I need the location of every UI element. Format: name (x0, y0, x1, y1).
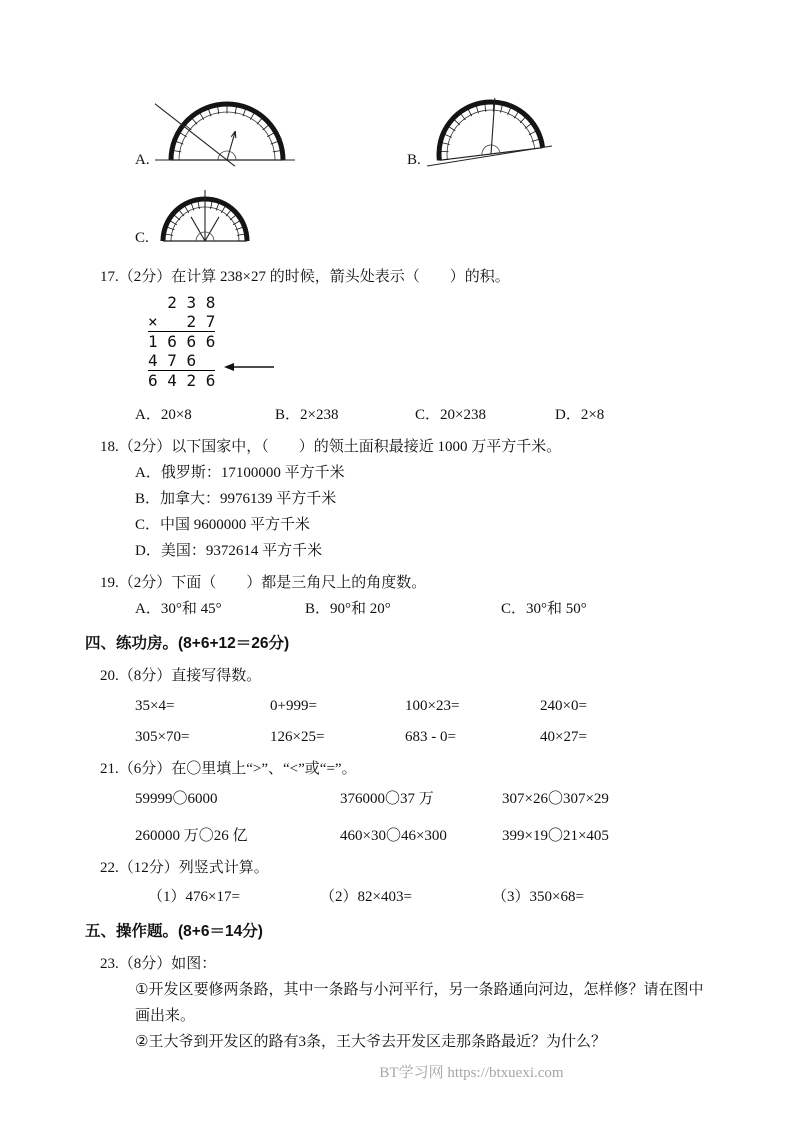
q21-problem: 260000 万〇26 亿 (135, 828, 248, 844)
q23-subquestion-1: ①开发区要修两条路，其中一条路与小河平行，另一条路通向河边，怎样修？请在图中画出来。 (135, 982, 704, 1024)
q18-option-b: B．加拿大：9976139 平方千米 (135, 491, 337, 507)
protractor-figures-row (135, 88, 743, 170)
option-b-label: B. (407, 152, 421, 168)
q22-problem-3: （3）350×68= (492, 889, 584, 905)
q22-problem-1: （1）476×17= (148, 889, 240, 905)
section-5-heading: 五、操作题。(8+6＝14分) (85, 923, 263, 940)
question-21-text: 21.（6分）在〇里填上“>”、“<”或“=”。 (100, 761, 357, 777)
protractor-b-image (427, 88, 552, 170)
question-18-text: 18.（2分）以下国家中，（ ）的领土面积最接近 1000 万平方千米。 (100, 439, 562, 455)
question-20-problems (135, 693, 743, 750)
q18-option-a: A．俄罗斯：17100000 平方千米 (135, 465, 345, 481)
question-20-text: 20.（8分）直接写得数。 (100, 668, 262, 684)
protractor-option-c (135, 184, 743, 248)
q20-problem: 683 - 0= (405, 729, 456, 745)
q22-problem-2: （2）82×403= (320, 889, 412, 905)
q20-problem: 240×0= (540, 698, 587, 714)
q20-problem: 100×23= (405, 698, 460, 714)
question-17-text: 17.（2分）在计算 238×27 的时候，箭头处表示（ ）的积。 (100, 269, 510, 285)
question-22-text: 22.（12分）列竖式计算。 (100, 860, 269, 876)
option-a-label: A. (135, 152, 150, 168)
protractor-option-b (407, 88, 552, 170)
q20-problem: 126×25= (270, 729, 325, 745)
calc-partial-product-2: 4 7 6 (148, 351, 215, 371)
q21-problem: 59999〇6000 (135, 791, 218, 807)
q20-problem: 40×27= (540, 729, 587, 745)
question-19-text: 19.（2分）下面（ ）都是三角尺上的角度数。 (100, 575, 427, 591)
q19-option-c: C．30°和 50° (501, 601, 587, 617)
question-17-options (135, 402, 743, 428)
q20-problem: 0+999= (270, 698, 317, 714)
q17-option-d: D．2×8 (555, 407, 605, 423)
q21-problem: 399×19〇21×405 (502, 828, 609, 844)
q19-option-a: A．30°和 45° (135, 601, 222, 617)
section-4-heading: 四、练功房。(8+6+12＝26分) (85, 635, 290, 652)
q21-problem: 460×30〇46×300 (340, 828, 447, 844)
q18-option-d: D．美国：9372614 平方千米 (135, 543, 323, 559)
q18-option-c: C．中国 9600000 平方千米 (135, 517, 311, 533)
q19-option-b: B．90°和 20° (305, 601, 391, 617)
question-22-problems (148, 884, 743, 910)
calc-multiplicand: 2 3 8 (148, 293, 216, 312)
vertical-multiplication (148, 293, 217, 390)
protractor-c-image (155, 184, 255, 248)
protractor-a-image (155, 90, 295, 170)
question-23-text: 23.（8分）如图： (100, 956, 217, 972)
q17-option-a: A．20×8 (135, 407, 192, 423)
question-19-options (135, 596, 743, 622)
calc-final-product: 6 4 2 6 (148, 371, 216, 390)
calc-partial-product-1: 1 6 6 6 (148, 332, 216, 351)
q21-problem: 307×26〇307×29 (502, 791, 609, 807)
q17-option-b: B．2×238 (275, 407, 339, 423)
question-21-problems (135, 786, 743, 849)
watermark-footer: BT学习网 https://btxuexi.com (379, 1065, 564, 1081)
calc-multiplier: × 2 7 (148, 312, 216, 331)
q23-subquestion-2: ②王大爷到开发区的路有3条，王大爷去开发区走那条路最近？为什么？ (135, 1034, 606, 1050)
option-c-label: C. (135, 230, 149, 246)
protractor-option-a (135, 90, 295, 170)
q20-problem: 305×70= (135, 729, 190, 745)
left-arrow-icon (224, 361, 276, 373)
q21-problem: 376000〇37 万 (340, 791, 434, 807)
q20-problem: 35×4= (135, 698, 175, 714)
q17-option-c: C．20×238 (415, 407, 486, 423)
